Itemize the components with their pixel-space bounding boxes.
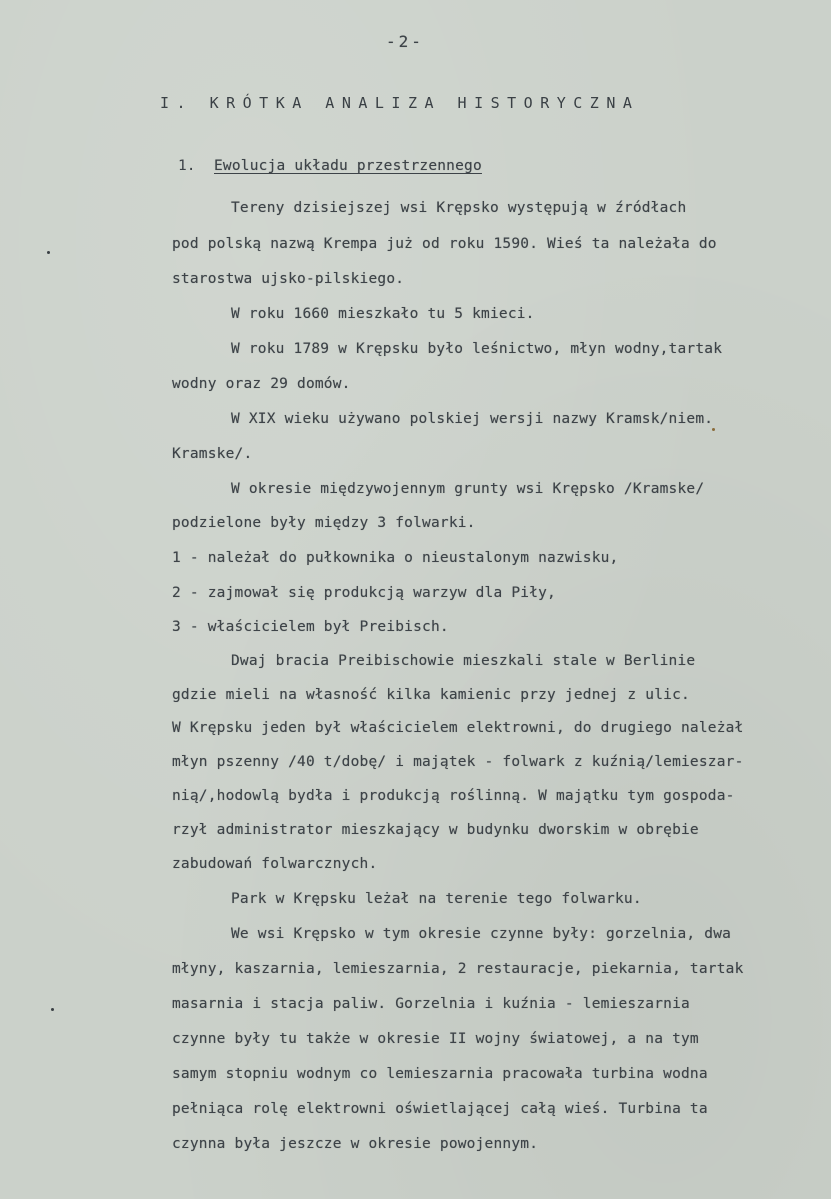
text-line-6: wodny oraz 29 domów. (172, 376, 351, 392)
text-line-14: Dwaj bracia Preibischowie mieszkali stale w Berlinie (231, 653, 696, 669)
paper-speck (712, 428, 715, 431)
section-number: 1. (178, 158, 196, 174)
text-line-24: masarnia i stacja paliw. Gorzelnia i kuźnia - lemieszarnia (172, 996, 690, 1012)
text-line-20: zabudowań folwarcznych. (172, 856, 378, 872)
text-line-1: Tereny dzisiejszej wsi Krępsko występują w źródłach (231, 200, 687, 216)
text-line-25: czynne były tu także w okresie II wojny światowej, a na tym (172, 1031, 699, 1047)
text-line-16: W Krępsku jeden był właścicielem elektrowni, do drugiego należał (172, 720, 744, 736)
section-title: Ewolucja układu przestrzennego (214, 158, 482, 174)
text-line-10: podzielone były między 3 folwarki. (172, 515, 476, 531)
text-line-18: nią/,hodowlą bydła i produkcją roślinną. W majątku tym gospoda- (172, 788, 735, 804)
text-line-27: pełniąca rolę elektrowni oświetlającej całą wieś. Turbina ta (172, 1101, 708, 1117)
text-line-22: We wsi Krępsko w tym okresie czynne były: gorzelnia, dwa (231, 926, 732, 942)
text-line-9: W okresie międzywojennym grunty wsi Krępsko /Kramske/ (231, 481, 705, 497)
list-item-1: 1 - należał do pułkownika o nieustalonym nazwisku, (172, 550, 619, 566)
text-line-26: samym stopniu wodnym co lemieszarnia pracowała turbina wodna (172, 1066, 708, 1082)
text-line-21: Park w Krępsku leżał na terenie tego folwarku. (231, 891, 642, 907)
list-item-3: 3 - właścicielem był Preibisch. (172, 619, 449, 635)
text-line-23: młyny, kaszarnia, lemieszarnia, 2 restauracje, piekarnia, tartak (172, 961, 744, 977)
text-line-5: W roku 1789 w Krępsku było leśnictwo, młyn wodny,tartak (231, 341, 723, 357)
list-item-2: 2 - zajmował się produkcją warzyw dla Piły, (172, 585, 556, 601)
text-line-15: gdzie mieli na własność kilka kamienic przy jednej z ulic. (172, 687, 690, 703)
paper-speck (47, 251, 50, 254)
text-line-3: starostwa ujsko-pilskiego. (172, 271, 405, 287)
paper-speck (51, 1008, 54, 1011)
text-line-8: Kramske/. (172, 446, 253, 462)
chapter-title: I. KRÓTKA ANALIZA HISTORYCZNA (160, 94, 640, 112)
page-number: -2- (386, 32, 424, 51)
text-line-17: młyn pszenny /40 t/dobę/ i majątek - folwark z kuźnią/lemieszar- (172, 754, 744, 770)
text-line-19: rzył administrator mieszkający w budynku dworskim w obrębie (172, 822, 699, 838)
text-line-28: czynna była jeszcze w okresie powojennym. (172, 1136, 539, 1152)
text-line-2: pod polską nazwą Krempa już od roku 1590. Wieś ta należała do (172, 236, 717, 252)
text-line-7: W XIX wieku używano polskiej wersji nazwy Kramsk/niem. (231, 411, 714, 427)
text-line-4: W roku 1660 mieszkało tu 5 kmieci. (231, 306, 535, 322)
